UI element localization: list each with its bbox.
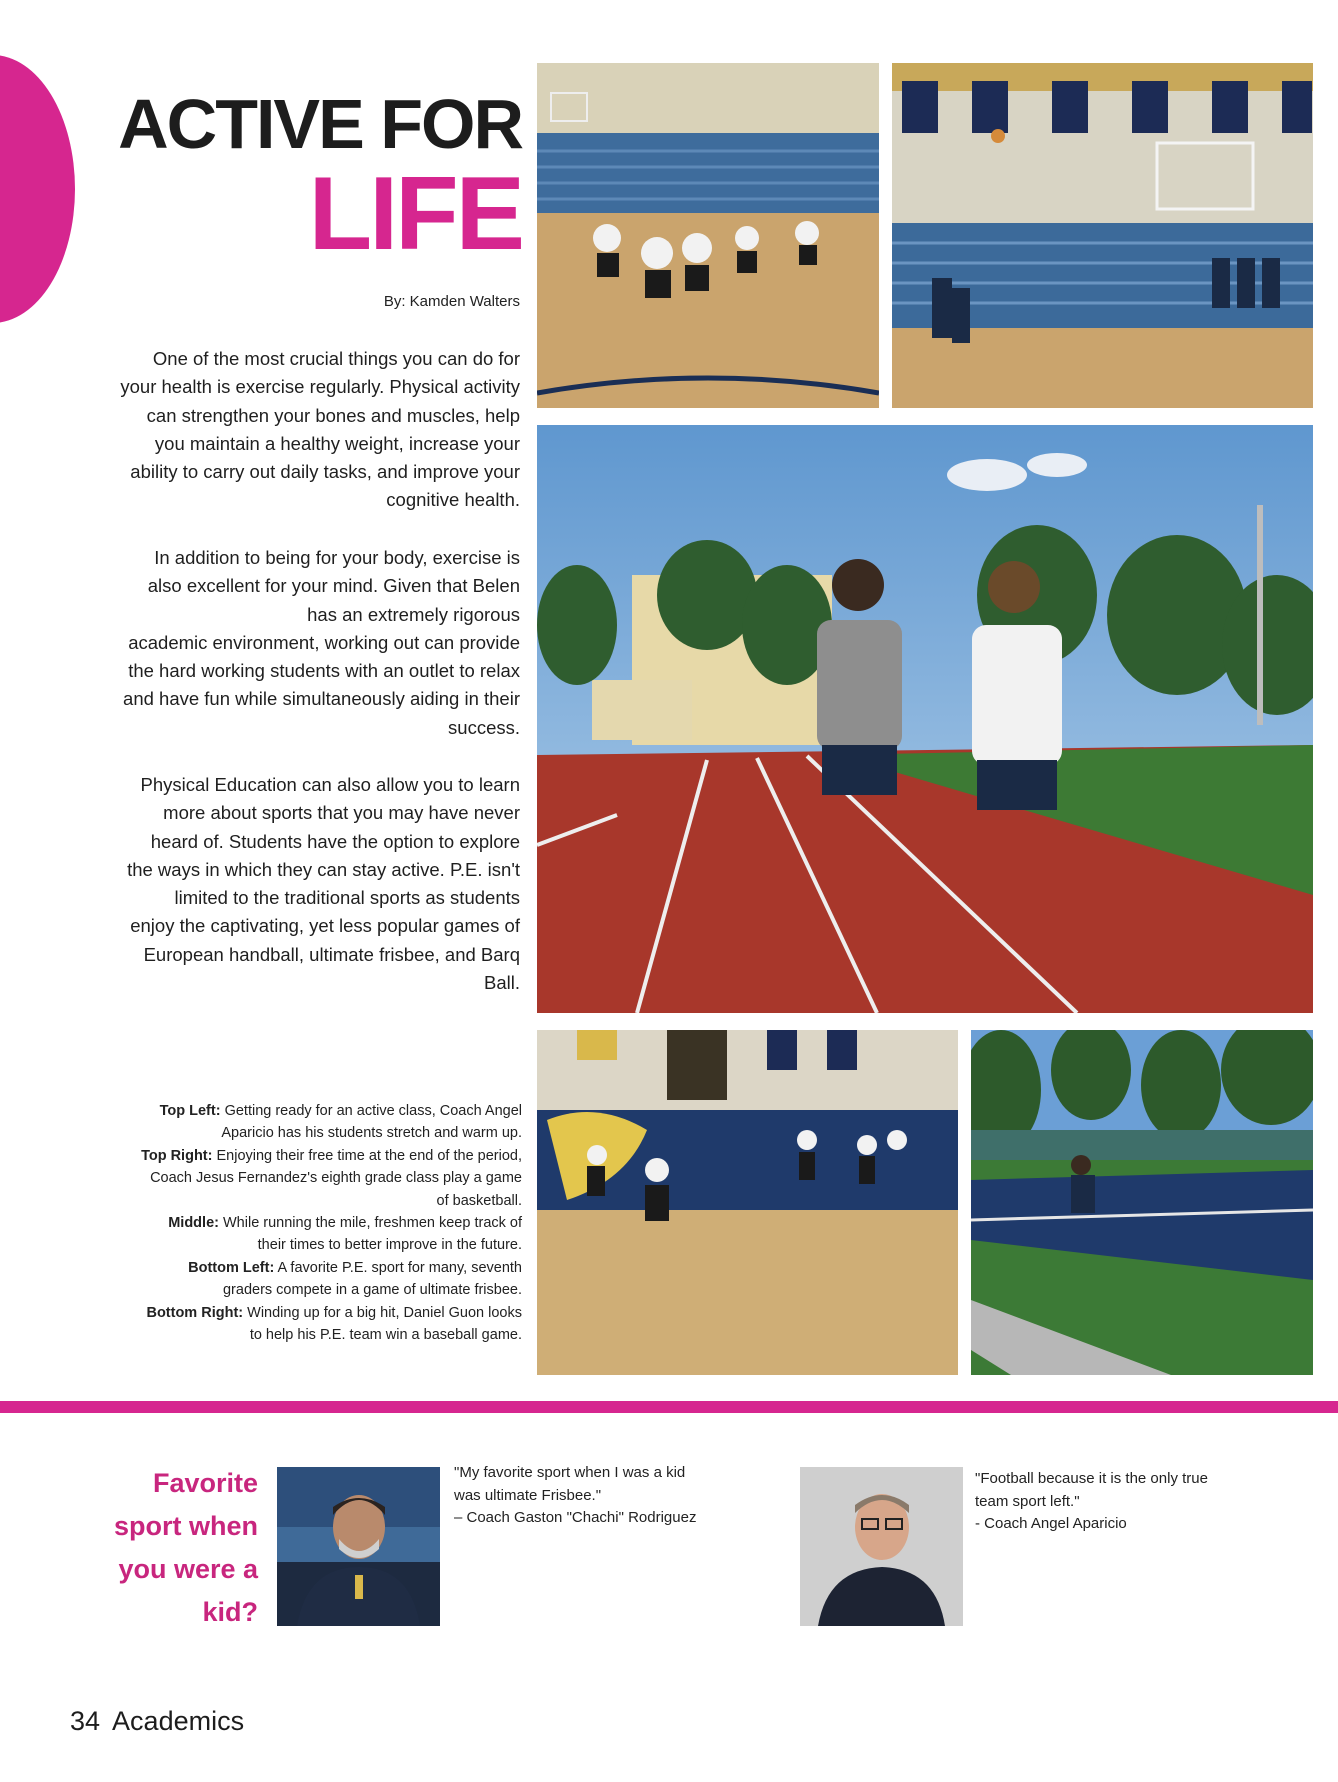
photo-top-right xyxy=(892,63,1313,408)
caption-top-right: Top Right: Enjoying their free time at the end of the period, xyxy=(141,1147,522,1164)
section-divider xyxy=(0,1401,1338,1413)
caption-middle: Middle: While running the mile, freshmen keep track of xyxy=(168,1215,522,1232)
photo-top-left xyxy=(537,63,879,408)
coach-aparicio-photo xyxy=(800,1467,963,1626)
photo-bottom-right xyxy=(971,1030,1313,1375)
title-line-2: LIFE xyxy=(308,156,522,272)
quote-aparicio: "Football because it is the only true team sport left." - Coach Angel Aparicio xyxy=(975,1470,1208,1533)
caption-bottom-left: Bottom Left: A favorite P.E. sport for many, seventh xyxy=(188,1259,522,1276)
byline: By: Kamden Walters xyxy=(383,293,520,310)
title-line-1: ACTIVE FOR xyxy=(118,85,522,163)
caption-top-left: Top Left: Getting ready for an active class, Coach Angel xyxy=(159,1103,522,1119)
caption-bottom-right: Bottom Right: Winding up for a big hit, Daniel Guon looks xyxy=(146,1304,522,1321)
photo-middle xyxy=(537,425,1313,1013)
quote-rodriguez: "My favorite sport when I was a kid was ultimate Frisbee." – Coach Gaston "Chachi" Rodriguez xyxy=(454,1464,697,1527)
coach-rodriguez-photo xyxy=(277,1467,440,1626)
page-footer xyxy=(70,1706,244,1737)
section-name: Academics xyxy=(112,1706,245,1736)
body-paragraph-3: Physical Education can also allow you to learn more about sports that you may have never heard of. Students have the option to explore the ways in which they can stay active. P.E. isn't limited to the traditional sports as students enjoy the captivating, yet less popular games of European handball, ultimate frisbee, and Barq Ball. xyxy=(127,774,520,994)
body-paragraph-1: One of the most crucial things you can do for your health is exercise regularly. Physical activity can strengthen your bones and muscles, help you maintain a healthy weight, increase your ability to carry out daily tasks, and improve your cognitive health. xyxy=(120,348,520,511)
page-number: 34 xyxy=(70,1706,101,1736)
photo-captions: Top Left: Getting ready for an active class, Coach Angel Aparicio has his students stretch and warm up. Top Right: Enjoying their free time at the end of the period, Coach Jesus Fernandez's eighth grade class play a game of basketball. Middle: While running the mile, freshmen keep track of their times to better improve in the future. Bottom Left: A favorite P.E. sport for many, seventh graders compete in a game of ultimate frisbee. Bottom Right: Winding up for a big hit, Daniel Guon looks to help his P.E. team win a baseball game. xyxy=(100,1100,522,1346)
decorative-circle xyxy=(0,55,75,323)
sidebar-heading: Favorite sport when you were a kid? xyxy=(113,1468,258,1627)
photo-bottom-left xyxy=(537,1030,958,1375)
body-paragraph-2: In addition to being for your body, exercise is also excellent for your mind. Given that Belen has an extremely rigorous academic environment, working out can provide the hard working students with an outlet to relax and have fun while simultaneously aiding in their success. xyxy=(123,547,520,738)
